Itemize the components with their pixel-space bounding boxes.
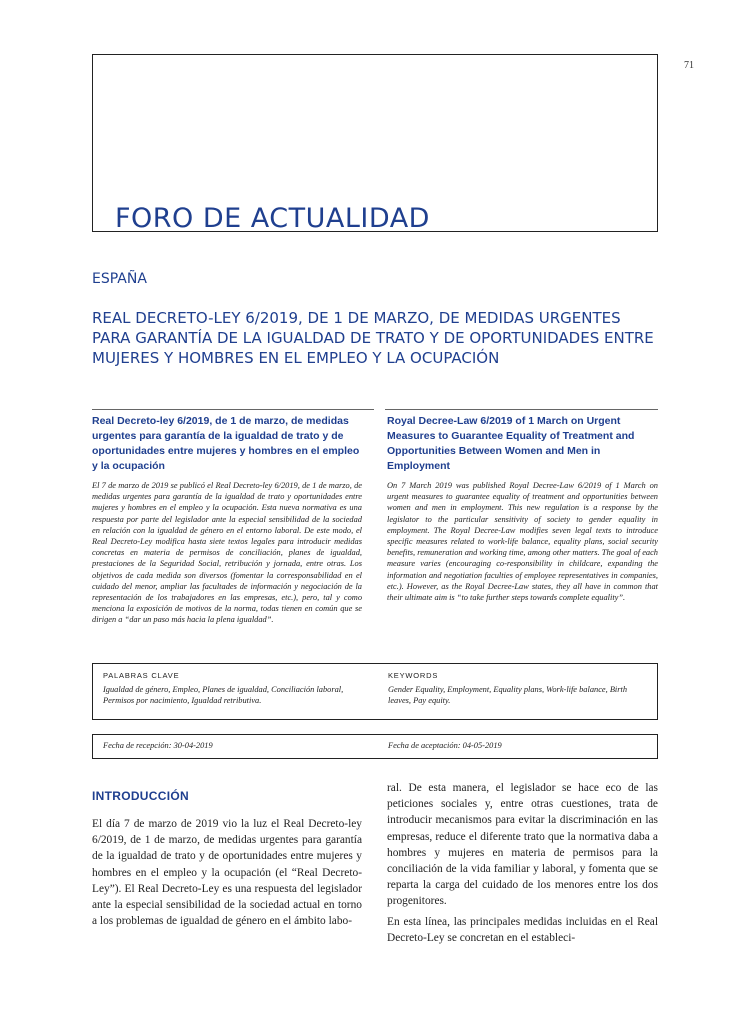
abstract-en-top-rule — [385, 409, 658, 410]
country-heading: ESPAÑA — [92, 271, 147, 287]
section-header-box — [92, 54, 658, 232]
dates-box — [92, 734, 658, 759]
keywords-spanish — [103, 671, 365, 706]
body-left-column — [92, 816, 362, 933]
keywords-english-text: Gender Equality, Employment, Equality plans, Work-life balance, Birth leaves, Pay equity. — [388, 685, 628, 706]
intro-paragraph: El día 7 de marzo de 2019 vio la luz el Real Decreto-ley 6/2019, de 1 de marzo, de medidas urgentes para garantía de la igualdad de trato y de oportunidades entre mujeres y hombres en el empleo y la ocupación (el “Real Decreto-Ley”). El Real Decreto-Ley es una respuesta del legislador ante la especial sensibilidad de la sociedad actual en torno a los problemas de igualdad de género en el ámbito labo- — [92, 818, 362, 928]
article-title: REAL DECRETO-LEY 6/2019, DE 1 DE MARZO, DE MEDIDAS URGENTES PARA GARANTÍA DE LA IGUALDAD DE TRATO Y DE OPORTUNIDADES ENTRE MUJERES Y HOMBRES EN EL EMPLEO Y LA OCUPACIÓN — [92, 309, 654, 367]
keywords-english-label: KEYWORDS — [388, 671, 439, 680]
keywords-english — [388, 671, 650, 706]
abstract-english-heading: Royal Decree-Law 6/2019 of 1 March on Urgent Measures to Guarantee Equality of Treatment and Opportunities Between Women and Men in Employment — [387, 415, 635, 472]
intro-paragraph-continued: ral. De esta manera, el legislador se hace eco de las peticiones sociales y, entre otras cuestiones, trata de introducir mecanismos para evitar la discriminación en las empresas, reduce el diferente trato que la normativa daba a hombres y mujeres en materia de permisos para la conciliación de la vida familiar y laboral, y fomenta que se reparta la carga del cuidado de los menores entre los dos progenitores. — [387, 782, 658, 908]
keywords-spanish-text: Igualdad de género, Empleo, Planes de igualdad, Conciliación laboral, Permisos por nacimiento, Igualdad retributiva. — [103, 685, 344, 706]
abstract-spanish — [92, 414, 362, 626]
page-number: 71 — [684, 60, 694, 71]
abstract-spanish-heading: Real Decreto-ley 6/2019, de 1 de marzo, de medidas urgentes para garantía de la igualdad de trato y de oportunidades entre mujeres y hombres en el empleo y la ocupación — [92, 415, 360, 472]
body-right-column — [387, 780, 658, 950]
abstract-english — [387, 414, 658, 603]
abstract-es-top-rule — [92, 409, 374, 410]
section-title: FORO DE ACTUALIDAD — [115, 203, 430, 234]
abstract-spanish-text: El 7 de marzo de 2019 se publicó el Real Decreto-ley 6/2019, de 1 de marzo, de medidas urgentes para garantía de la igualdad de trato y oportunidades entre mujeres y hombres en el empleo y la ocupación. Esta nueva normativa es una respuesta por parte del legislador ante la especial sensibilidad de la sociedad en relación con la igualdad de género en el entorno laboral. De este modo, el Real Decreto-Ley modifica hasta siete textos legales para introducir medidas concretas en materia de permisos de conciliación, planes de igualdad, prestaciones de la Seguridad Social, retribución y jornada, entre otras. Los objetivos de cada medida son diversos (fomentar la corresponsabilidad en el cuidado del menor, ampliar las facultades de información y negociación de la representación de los trabajadores en las empresas, etc.), pero, tal y como menciona la exposición de motivos de la norma, todas tienen en común que se dirigen a “dar un paso más hacia la plena igualdad”. — [92, 481, 362, 625]
keywords-box — [92, 663, 658, 720]
intro-paragraph-2: En esta línea, las principales medidas incluidas en el Real Decreto-Ley se concretan en el estableci- — [387, 915, 658, 944]
introduction-heading: INTRODUCCIÓN — [92, 789, 189, 803]
abstract-english-text: On 7 March 2019 was published Royal Decree-Law 6/2019 of 1 March on urgent measures to guarantee equality of treatment and opportunities between women and men in employment. This new regulation is a response by the legislator to the particular sensitivity of society to gender equality in employment. The Royal Decree-Law modifies seven legal texts to introduce specific measures related to work-life balance, equality plans, social security benefits, remuneration and working time, among other matters. The goal of each measure varies (encouraging co-responsibility in childcare, expanding the information and negotiation faculties of employee representatives in companies, etc.). However, as the Royal Decree-Law states, they all have in common that their ultimate aim is “to take further steps towards complete equality”. — [387, 481, 658, 603]
received-date: Fecha de recepción: 30-04-2019 — [103, 741, 213, 750]
keywords-spanish-label: PALABRAS CLAVE — [103, 671, 180, 680]
accepted-date: Fecha de aceptación: 04-05-2019 — [388, 741, 502, 750]
